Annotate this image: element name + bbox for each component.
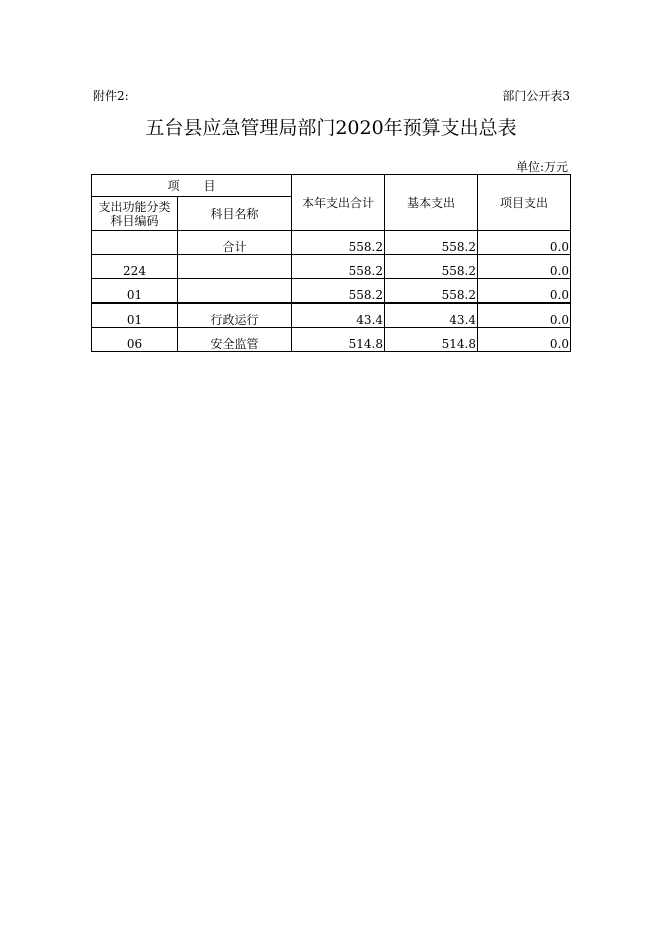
cell-code	[92, 231, 178, 255]
cell-basic: 514.8	[385, 328, 478, 352]
cell-basic: 558.2	[385, 255, 478, 279]
form-number: 部门公开表3	[502, 89, 570, 103]
table-row	[92, 231, 571, 255]
cell-project: 0.0	[478, 255, 571, 279]
cell-project: 0.0	[478, 328, 571, 352]
table-row	[92, 303, 571, 328]
header-project: 项目支出	[478, 175, 571, 231]
cell-code: 01	[92, 279, 178, 304]
cell-total: 558.2	[292, 279, 385, 304]
cell-code: 01	[92, 303, 178, 328]
header-name: 科目名称	[178, 197, 292, 231]
cell-code: 06	[92, 328, 178, 352]
cell-code: 224	[92, 255, 178, 279]
cell-basic: 558.2	[385, 279, 478, 304]
cell-total: 514.8	[292, 328, 385, 352]
cell-name	[178, 279, 292, 304]
budget-table	[91, 174, 571, 352]
header-code: 支出功能分类科目编码	[92, 197, 178, 231]
cell-name: 行政运行	[178, 303, 292, 328]
cell-project: 0.0	[478, 303, 571, 328]
cell-project: 0.0	[478, 231, 571, 255]
cell-total: 558.2	[292, 255, 385, 279]
cell-basic: 43.4	[385, 303, 478, 328]
cell-project: 0.0	[478, 279, 571, 304]
attachment-label: 附件2:	[93, 89, 129, 103]
cell-name: 安全监管	[178, 328, 292, 352]
table-row	[92, 279, 571, 304]
cell-name: 合计	[178, 231, 292, 255]
header-basic: 基本支出	[385, 175, 478, 231]
header-item: 项 目	[92, 175, 292, 197]
cell-name	[178, 255, 292, 279]
cell-total: 558.2	[292, 231, 385, 255]
cell-basic: 558.2	[385, 231, 478, 255]
unit-label: 单位:万元	[515, 160, 568, 174]
page-title: 五台县应急管理局部门2020年预算支出总表	[145, 117, 517, 139]
table-row	[92, 255, 571, 279]
header-row	[92, 175, 571, 197]
header-total: 本年支出合计	[292, 175, 385, 231]
table-row	[92, 328, 571, 352]
cell-total: 43.4	[292, 303, 385, 328]
